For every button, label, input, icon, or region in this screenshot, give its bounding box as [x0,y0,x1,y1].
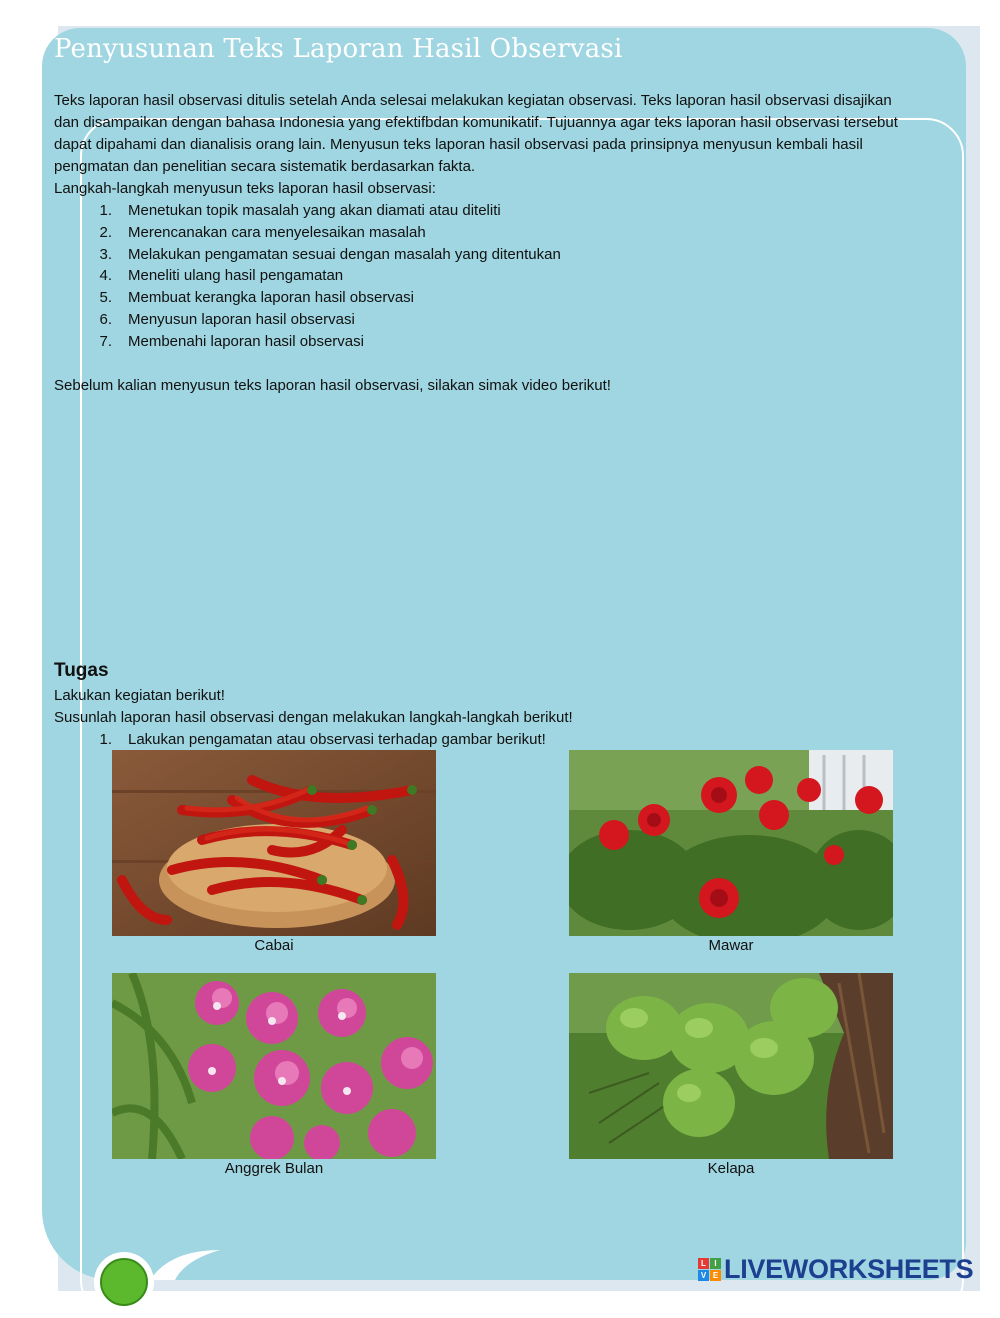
steps-list [54,200,561,353]
badge-letter: I [710,1258,721,1269]
image-caption: Cabai [254,937,294,954]
list-text: Lakukan pengamatan atau observasi terhadap gambar berikut! [128,731,546,748]
closing-text: Sebelum kalian menyusun teks laporan hasil observasi, silakan simak video berikut! [54,377,611,394]
list-number: 1. [99,202,112,219]
live-badge-icon [698,1258,721,1281]
image-caption: Anggrek Bulan [224,1160,324,1177]
list-number: 3. [99,245,112,263]
list-number: 1. [99,731,112,748]
list-item [54,222,561,244]
circle-logo-icon [94,1252,154,1312]
badge-letter: L [698,1258,709,1269]
list-text: Membenahi laporan hasil observasi [128,332,364,350]
list-text: Membuat kerangka laporan hasil observasi [128,289,414,307]
list-text: Meneliti ulang hasil pengamatan [128,267,344,285]
task-item [54,729,546,751]
rose-photo [569,750,893,936]
list-item [54,287,561,309]
list-text: Menetukan topik masalah yang akan diamati atau diteliti [128,202,501,219]
list-item [54,244,561,266]
chili-photo [112,750,436,936]
tugas-heading: Tugas [54,660,109,681]
liveworksheets-logo [698,1254,973,1285]
list-text: Merencanakan cara menyelesaikan masalah [128,223,426,241]
image-caption: Mawar [708,937,754,954]
list-number: 5. [99,289,112,307]
list-number: 7. [99,332,112,350]
coconut-photo [569,973,893,1159]
orchid-photo [112,973,436,1159]
swoosh-icon [150,1250,220,1280]
badge-letter: E [710,1270,721,1281]
steps-intro: Langkah-langkah menyusun teks laporan hasil observasi: [54,180,436,197]
list-item [54,331,561,353]
image-caption: Kelapa [707,1160,755,1177]
list-number: 6. [99,310,112,328]
brand-wordmark: LIVEWORKSHEETS [724,1254,974,1284]
list-number: 2. [99,223,112,241]
list-number: 4. [99,267,112,285]
list-item [54,265,561,287]
list-text: Menyusun laporan hasil observasi [128,310,355,328]
page-title: Penyusunan Teks Laporan Hasil Observasi [54,34,623,64]
list-text: Melakukan pengamatan sesuai dengan masalah yang ditentukan [128,245,561,263]
tugas-instruction-2: Susunlah laporan hasil observasi dengan melakukan langkah-langkah berikut! [54,709,573,726]
tugas-instruction-1: Lakukan kegiatan berikut! [54,687,225,704]
list-item [54,309,561,331]
list-item [54,200,561,222]
intro-paragraph: Teks laporan hasil observasi ditulis setelah Anda selesai melakukan kegiatan observasi. Teks laporan hasil observasi disajikan dan disampaikan dengan bahasa Indonesia yang efektifbdan komunikatif. Tujuannya agar teks laporan hasil observasi tersebut dapat dipahami dan dianalisis orang lain. Menyusun teks laporan hasil observasi pada prinsipnya menyusun kembali hasil pengmatan dan penelitian secara sistematik berdasarkan fakta. [54,92,898,175]
badge-letter: V [698,1270,709,1281]
